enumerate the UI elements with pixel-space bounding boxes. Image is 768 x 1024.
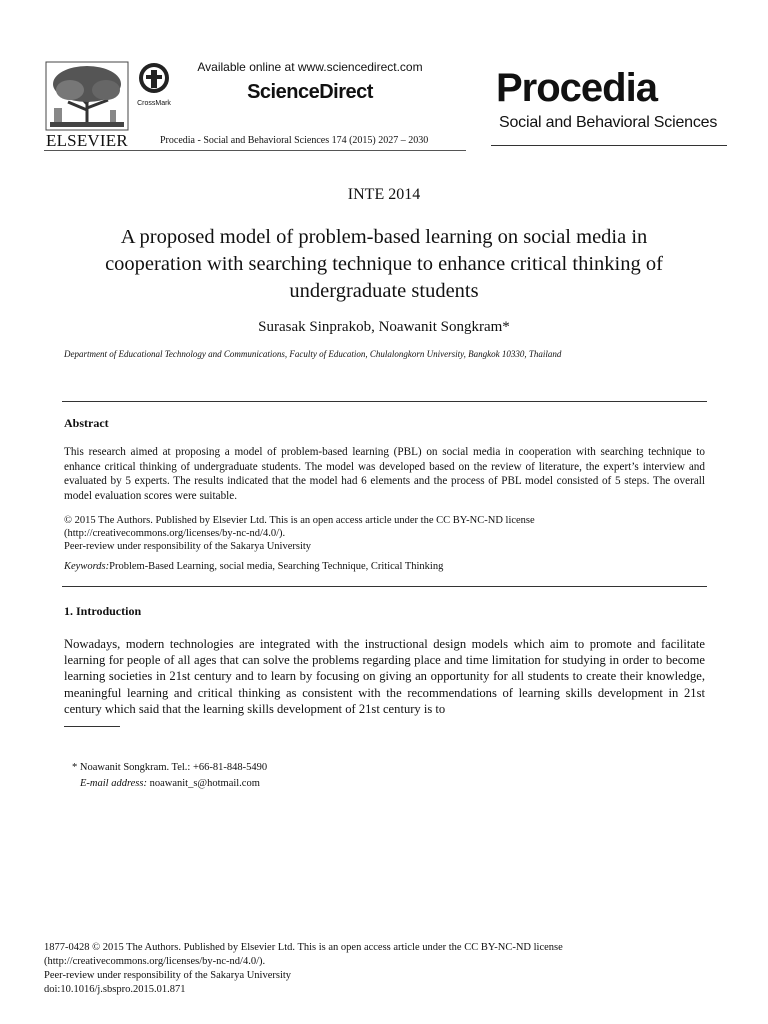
crossmark-badge[interactable] — [136, 62, 172, 108]
corresponding-author-note: * Noawanit Songkram. Tel.: +66-81-848-5490 — [72, 762, 268, 773]
publisher-name: ELSEVIER — [46, 131, 128, 150]
header-divider — [44, 150, 466, 151]
procedia-logo: Procedia — [496, 66, 657, 110]
conference-name: INTE 2014 — [347, 186, 421, 203]
email-label: E-mail address: — [80, 778, 147, 789]
article-title-line-3: undergraduate students — [289, 280, 479, 302]
footnote-divider — [64, 726, 120, 727]
keywords-line — [64, 561, 443, 572]
license-link[interactable]: (http://creativecommons.org/licenses/by-nc-nd/4.0/). — [64, 528, 286, 539]
abstract-body: This research aimed at proposing a model of problem-based learning (PBL) on social media in cooperation with searching technique to enhance critical thinking of undergraduate students. The model was developed based on the review of literature, the expert’s interview and evaluated by 5 experts. The results indicated that the model had 6 elements and the process of PBL model consisted of 5 steps. The overall model evaluation scores were suitable. — [64, 446, 705, 502]
issn-copyright-line: 1877-0428 © 2015 The Authors. Published by Elsevier Ltd. This is an open access article under the CC BY-NC-ND license — [44, 942, 563, 953]
affiliation: Department of Educational Technology and Communications, Faculty of Education, Chulalongkorn University, Bangkok 10330, Thailand — [64, 349, 562, 359]
abstract-heading: Abstract — [64, 416, 109, 430]
crossmark-icon — [138, 62, 170, 94]
authors: Surasak Sinprakob, Noawanit Songkram* — [258, 319, 510, 335]
peer-review-statement: Peer-review under responsibility of the Sakarya University — [64, 541, 312, 552]
procedia-divider — [491, 145, 727, 146]
footer-peer-review: Peer-review under responsibility of the Sakarya University — [44, 970, 292, 981]
doi-link[interactable]: doi:10.1016/j.sbspro.2015.01.871 — [44, 984, 186, 995]
email-address[interactable]: noawanit_s@hotmail.com — [149, 778, 260, 789]
keywords-list: Problem-Based Learning, social media, Searching Technique, Critical Thinking — [109, 561, 444, 572]
sciencedirect-logo[interactable]: ScienceDirect — [247, 81, 373, 103]
license-statement: © 2015 The Authors. Published by Elsevier Ltd. This is an open access article under the CC BY-NC-ND license — [64, 515, 535, 526]
article-title-line-1: A proposed model of problem-based learning on social media in — [120, 226, 648, 248]
abstract-top-rule — [62, 401, 707, 402]
crossmark-label: CrossMark — [137, 100, 171, 107]
journal-citation: Procedia - Social and Behavioral Sciences 174 (2015) 2027 – 2030 — [160, 135, 429, 146]
abstract-bottom-rule — [62, 586, 707, 587]
introduction-body: Nowadays, modern technologies are integrated with the instructional design models which aim to promote and facilitate learning for people of all ages that can solve the problems regarding place and time limitation for studying in order to become learning societies in 21st century and to learn by focusing on giving an opportunity for all students to create their knowledge, meaningful learning and critical thinking as consistent with the recommendations of learning skills development in 21st century which said that the learning skills development of 21st century is to — [64, 637, 705, 716]
footer-license-link[interactable]: (http://creativecommons.org/licenses/by-nc-nd/4.0/). — [44, 956, 266, 967]
section-heading: 1. Introduction — [64, 604, 142, 618]
available-online-text: Available online at www.sciencedirect.com — [197, 60, 423, 74]
keywords-label: Keywords: — [64, 561, 110, 572]
article-title-line-2: cooperation with searching technique to enhance critical thinking of — [105, 253, 663, 275]
procedia-subtitle: Social and Behavioral Sciences — [499, 114, 718, 131]
email-line — [80, 778, 260, 789]
